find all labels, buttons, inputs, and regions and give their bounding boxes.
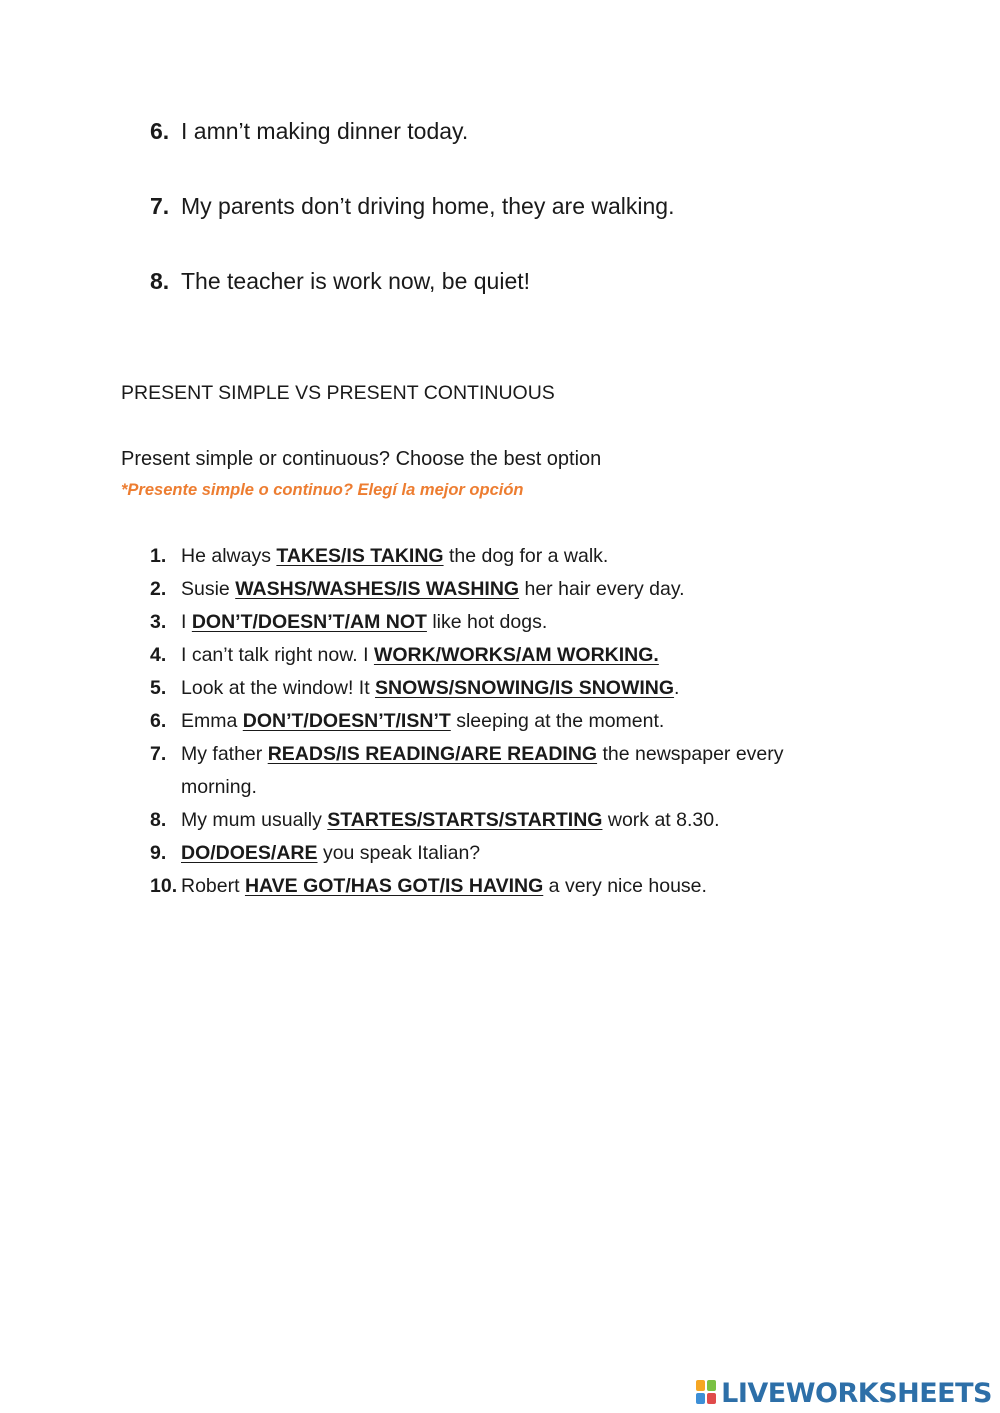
exercise-list — [150, 540, 840, 903]
exercise-sentence — [181, 837, 840, 870]
list-item — [150, 193, 674, 268]
text-before: Susie — [181, 578, 236, 600]
instruction-text: Present simple or continuous? Choose the best option — [121, 448, 602, 470]
text-before: I — [181, 611, 192, 633]
exercise-sentence — [181, 606, 840, 639]
item-number: 7. — [150, 743, 167, 765]
exercise-sentence — [181, 639, 840, 672]
text-before: My mum usually — [181, 809, 328, 831]
liveworksheets-logo — [696, 1378, 992, 1408]
text-before: Robert — [181, 875, 245, 897]
item-number: 8. — [150, 268, 170, 294]
option-choices[interactable]: WORK/WORKS/AM WORKING. — [373, 644, 659, 666]
list-item — [150, 837, 840, 870]
list-item — [150, 672, 840, 705]
text-after: the dog for a walk. — [443, 545, 609, 567]
exercise-sentence — [181, 672, 840, 705]
sentence-text: The teacher is work now, be quiet! — [181, 268, 531, 294]
option-choices[interactable]: SNOWS/SNOWING/IS SNOWING — [375, 677, 675, 699]
list-item — [150, 118, 674, 193]
list-item — [150, 738, 840, 804]
item-number: 6. — [150, 710, 167, 732]
text-before: I can’t talk right now. I — [181, 644, 374, 666]
section-heading: PRESENT SIMPLE VS PRESENT CONTINUOUS — [121, 382, 555, 404]
text-after: work at 8.30. — [602, 809, 720, 831]
option-choices[interactable]: READS/IS READING/ARE READING — [267, 743, 598, 765]
exercise-sentence — [181, 870, 840, 903]
item-number: 2. — [150, 578, 167, 600]
liveworksheets-logo-icon — [696, 1380, 718, 1406]
option-choices[interactable]: TAKES/IS TAKING — [276, 545, 444, 567]
text-before: He always — [181, 545, 277, 567]
option-choices[interactable]: HAVE GOT/HAS GOT/IS HAVING — [244, 875, 544, 897]
option-choices[interactable]: STARTES/STARTS/STARTING — [327, 809, 603, 831]
text-after: the newspaper every morning. — [181, 743, 784, 798]
item-number: 5. — [150, 677, 167, 699]
item-number: 6. — [150, 118, 170, 144]
sentence-correction-list — [150, 118, 674, 343]
item-number: 8. — [150, 809, 167, 831]
exercise-sentence — [181, 738, 840, 804]
list-item — [150, 639, 840, 672]
list-item — [150, 804, 840, 837]
instruction-translation: *Presente simple o continuo? Elegí la mejor opción — [121, 481, 524, 499]
item-number: 9. — [150, 842, 167, 864]
item-number: 1. — [150, 545, 167, 567]
item-number: 3. — [150, 611, 167, 633]
list-item — [150, 705, 840, 738]
list-item — [150, 540, 840, 573]
exercise-sentence — [181, 705, 840, 738]
text-after: sleeping at the moment. — [450, 710, 665, 732]
item-number: 4. — [150, 644, 167, 666]
option-choices[interactable]: DON’T/DOESN’T/AM NOT — [191, 611, 427, 633]
sentence-text: My parents don’t driving home, they are walking. — [181, 193, 675, 219]
exercise-sentence — [181, 573, 840, 606]
text-after: you speak Italian? — [317, 842, 481, 864]
option-choices[interactable]: DON’T/DOESN’T/ISN’T — [242, 710, 451, 732]
list-item — [150, 870, 840, 903]
text-before: Emma — [181, 710, 243, 732]
exercise-sentence — [181, 540, 840, 573]
text-after: like hot dogs. — [426, 611, 548, 633]
text-before: My father — [181, 743, 268, 765]
sentence-text: I amn’t making dinner today. — [181, 118, 469, 144]
logo-text: LIVEWORKSHEETS — [721, 1377, 992, 1409]
text-after: her hair every day. — [519, 578, 685, 600]
item-number: 7. — [150, 193, 170, 219]
list-item — [150, 268, 674, 343]
option-choices[interactable]: WASHS/WASHES/IS WASHING — [235, 578, 520, 600]
text-before: Look at the window! It — [181, 677, 376, 699]
option-choices[interactable]: DO/DOES/ARE — [181, 842, 318, 864]
item-number: 10. — [150, 875, 178, 897]
text-after: a very nice house. — [543, 875, 707, 897]
list-item — [150, 573, 840, 606]
list-item — [150, 606, 840, 639]
exercise-sentence — [181, 804, 840, 837]
text-after: . — [674, 677, 680, 699]
